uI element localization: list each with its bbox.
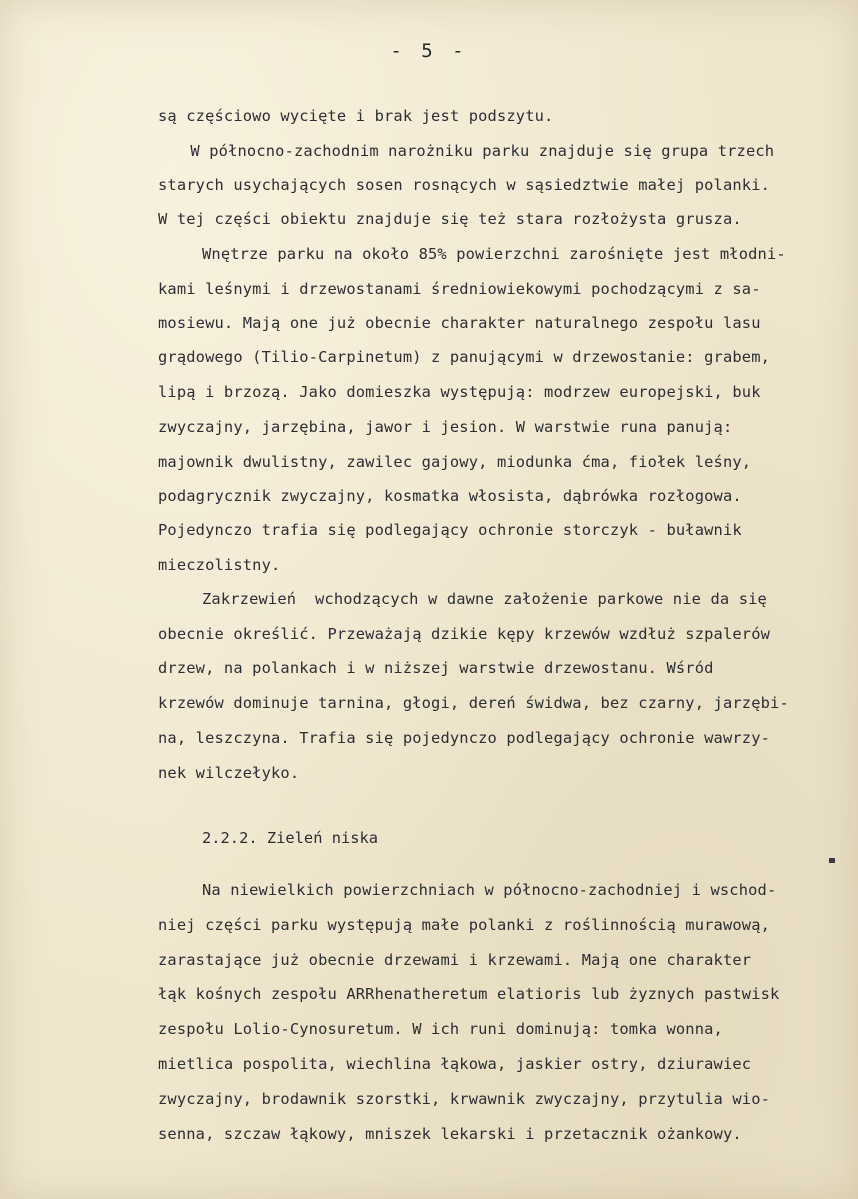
page-number: - 5 - (390, 40, 468, 62)
text-line: zwyczajny, brodawnik szorstki, krwawnik zwyczajny, przytulia wio- (158, 1090, 771, 1108)
text-line: senna, szczaw łąkowy, mniszek lekarski i przetacznik ożankowy. (158, 1125, 742, 1143)
text-line: mosiewu. Mają one już obecnie charakter naturalnego zespołu lasu (158, 314, 761, 332)
text-line: W północno-zachodnim narożniku parku znajduje się grupa trzech (181, 142, 775, 160)
ink-mark (829, 858, 835, 863)
text-line: nek wilczełyko. (158, 764, 300, 782)
text-line: Pojedynczo trafia się podlegający ochronie storczyk - buławnik (158, 521, 742, 539)
text-line: W tej części obiektu znajduje się też stara rozłożysta grusza. (158, 210, 742, 228)
text-line: są częściowo wycięte i brak jest podszytu. (158, 107, 554, 125)
text-line: mietlica pospolita, wiechlina łąkowa, jaskier ostry, dziurawiec (158, 1055, 752, 1073)
text-line: krzewów dominuje tarnina, głogi, dereń świdwa, bez czarny, jarzębi- (158, 694, 789, 712)
text-line: starych usychających sosen rosnących w sąsiedztwie małej polanki. (158, 176, 771, 194)
text-line: podagrycznik zwyczajny, kosmatka włosista, dąbrówka rozłogowa. (158, 487, 742, 505)
text-line: lipą i brzozą. Jako domieszka występują: modrzew europejski, buk (158, 383, 761, 401)
text-line: majownik dwulistny, zawilec gajowy, miodunka ćma, fiołek leśny, (158, 453, 752, 471)
text-line: mieczolistny. (158, 556, 281, 574)
text-line: Zakrzewień wchodzących w dawne założenie parkowe nie da się (202, 590, 767, 608)
text-line: Na niewielkich powierzchniach w północno-zachodniej i wschod- (202, 881, 777, 899)
text-line: obecnie określić. Przeważają dzikie kępy krzewów wzdłuż szpalerów (158, 625, 771, 643)
text-line: zespołu Lolio-Cynosuretum. W ich runi dominują: tomka wonna, (158, 1020, 723, 1038)
text-line: kami leśnymi i drzewostanami średniowiekowymi pochodzącymi z sa- (158, 280, 761, 298)
section-heading: 2.2.2. Zieleń niska (202, 829, 379, 847)
text-line: zarastające już obecnie drzewami i krzewami. Mają one charakter (158, 951, 752, 969)
text-line: Wnętrze parku na około 85% powierzchni zarośnięte jest młodni- (202, 245, 786, 263)
text-line: zwyczajny, jarzębina, jawor i jesion. W warstwie runa panują: (158, 418, 733, 436)
text-line: drzew, na polankach i w niższej warstwie drzewostanu. Wśród (158, 659, 714, 677)
text-line: łąk kośnych zespołu ARRhenatheretum elatioris lub żyznych pastwisk (158, 985, 780, 1003)
text-line: na, leszczyna. Trafia się pojedynczo podlegający ochronie wawrzy- (158, 729, 771, 747)
text-line: niej części parku występują małe polanki z roślinnością murawową, (158, 916, 771, 934)
text-line: grądowego (Tilio-Carpinetum) z panującymi w drzewostanie: grabem, (158, 348, 771, 366)
